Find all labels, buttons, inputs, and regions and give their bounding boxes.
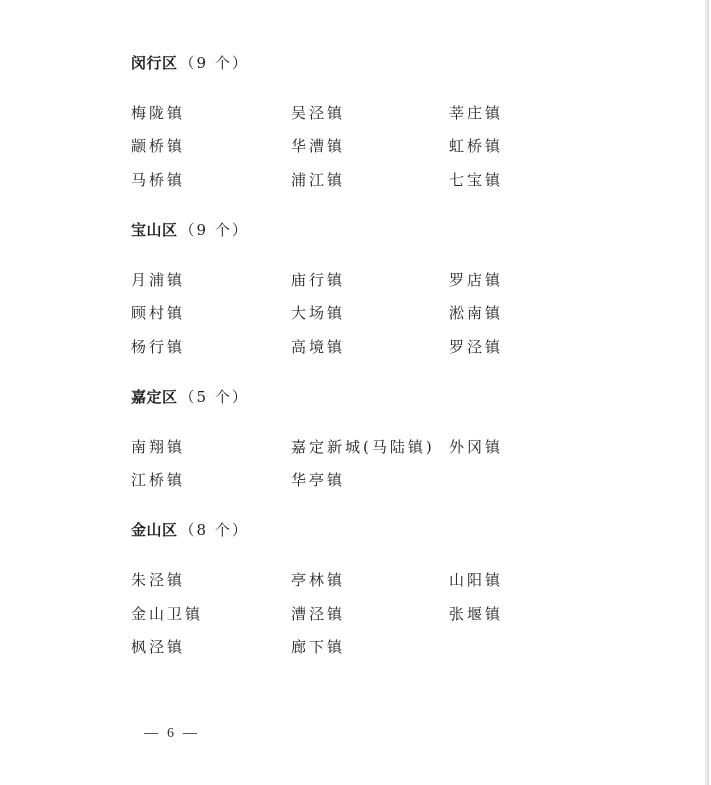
town-name: 莘庄镇	[449, 104, 504, 122]
town-row	[0, 569, 708, 589]
town-row	[0, 336, 708, 356]
page-number: 6	[167, 726, 174, 741]
town-name: 颛桥镇	[131, 137, 186, 155]
district-count: （9 个）	[179, 54, 249, 72]
town-name: 枫泾镇	[131, 638, 186, 656]
town-name: 庙行镇	[291, 271, 346, 289]
town-row	[0, 469, 708, 489]
district-heading-minhang	[131, 52, 249, 73]
district-count: （8 个）	[179, 521, 249, 539]
town-name: 杨行镇	[131, 338, 186, 356]
district-name: 宝山区	[131, 221, 178, 239]
district-count: （9 个）	[179, 221, 249, 239]
town-name: 金山卫镇	[131, 605, 204, 623]
town-name: 七宝镇	[449, 171, 504, 189]
town-row	[0, 169, 708, 189]
town-name: 江桥镇	[131, 471, 186, 489]
district-name: 嘉定区	[131, 388, 178, 406]
town-name: 马桥镇	[131, 171, 186, 189]
district-heading-jiading	[131, 386, 249, 407]
town-name: 朱泾镇	[131, 571, 186, 589]
town-row	[0, 436, 708, 456]
town-name: 张堰镇	[449, 605, 504, 623]
town-name: 南翔镇	[131, 438, 186, 456]
town-name: 虹桥镇	[449, 137, 504, 155]
town-name: 罗店镇	[449, 271, 504, 289]
district-heading-baoshan	[131, 219, 249, 240]
town-name: 大场镇	[291, 304, 346, 322]
district-name: 闵行区	[131, 54, 178, 72]
town-row	[0, 135, 708, 155]
town-row	[0, 102, 708, 122]
town-row	[0, 302, 708, 322]
town-name: 漕泾镇	[291, 605, 346, 623]
footer-dash-left	[144, 733, 158, 734]
town-name: 嘉定新城(马陆镇)	[291, 438, 435, 456]
town-name: 外冈镇	[449, 438, 504, 456]
district-name: 金山区	[131, 521, 178, 539]
town-name: 亭林镇	[291, 571, 346, 589]
district-count: （5 个）	[179, 388, 249, 406]
town-row	[0, 269, 708, 289]
town-name: 华漕镇	[291, 137, 346, 155]
town-name: 罗泾镇	[449, 338, 504, 356]
footer-dash-right	[183, 733, 197, 734]
town-name: 高境镇	[291, 338, 346, 356]
town-name: 月浦镇	[131, 271, 186, 289]
town-name: 顾村镇	[131, 304, 186, 322]
town-row	[0, 603, 708, 623]
town-name: 廊下镇	[291, 638, 346, 656]
town-name: 梅陇镇	[131, 104, 186, 122]
town-name: 吴泾镇	[291, 104, 346, 122]
town-name: 浦江镇	[291, 171, 346, 189]
town-row	[0, 636, 708, 656]
district-heading-jinshan	[131, 519, 249, 540]
town-name: 华亭镇	[291, 471, 346, 489]
town-name: 淞南镇	[449, 304, 504, 322]
town-name: 山阳镇	[449, 571, 504, 589]
page-footer	[144, 725, 197, 742]
